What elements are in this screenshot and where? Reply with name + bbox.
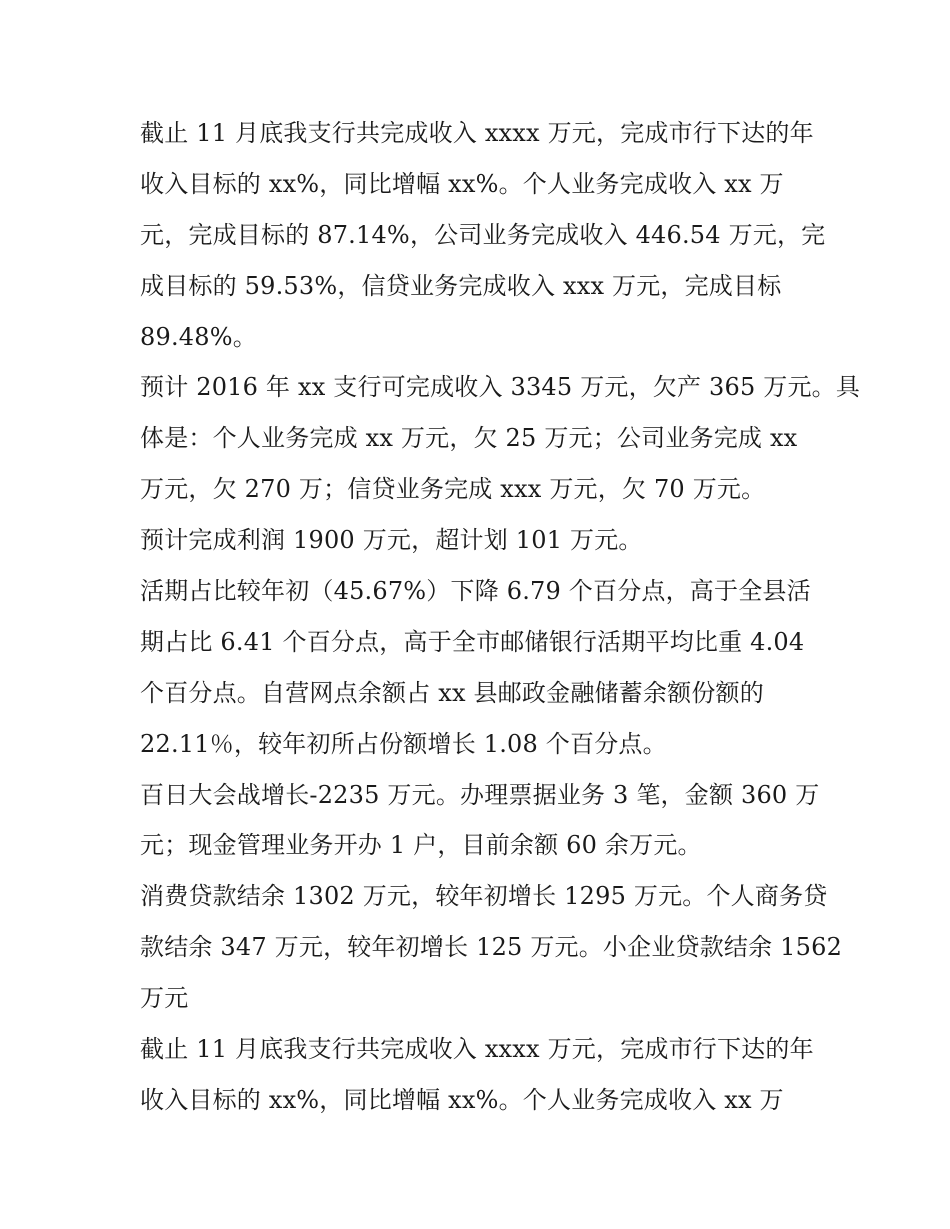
text-line: 预计完成利润 1900 万元，超计划 101 万元。 (140, 526, 643, 555)
text-line: 款结余 347 万元，较年初增长 125 万元。小企业贷款结余 1562 (140, 933, 843, 962)
document-body (140, 108, 861, 1126)
text-line: 期占比 6.41 个百分点，高于全市邮储银行活期平均比重 4.04 (140, 627, 805, 656)
text-line: 成目标的 59.53%，信贷业务完成收入 xxx 万元，完成目标 (140, 271, 782, 300)
text-line: 元；现金管理业务开办 1 户，目前余额 60 余万元。 (140, 831, 702, 860)
text-line: 体是：个人业务完成 xx 万元，欠 25 万元；公司业务完成 xx (140, 424, 798, 453)
text-line: 89.48%。 (140, 322, 257, 351)
text-line: 收入目标的 xx%，同比增幅 xx%。个人业务完成收入 xx 万 (140, 169, 784, 198)
text-line: 百日大会战增长-2235 万元。办理票据业务 3 笔，金额 360 万 (140, 780, 820, 809)
text-line: 个百分点。自营网点余额占 xx 县邮政金融储蓄余额份额的 (140, 678, 764, 707)
text-line: 截止 11 月底我支行共完成收入 xxxx 万元，完成市行下达的年 (140, 1035, 814, 1064)
text-line: 万元 (140, 984, 189, 1013)
text-line: 活期占比较年初（45.67%）下降 6.79 个百分点，高于全县活 (140, 577, 811, 606)
text-line: 预计 2016 年 xx 支行可完成收入 3345 万元，欠产 365 万元。具 (140, 373, 861, 402)
text-line: 收入目标的 xx%，同比增幅 xx%。个人业务完成收入 xx 万 (140, 1085, 784, 1114)
text-line: 元，完成目标的 87.14%，公司业务完成收入 446.54 万元，完 (140, 220, 826, 249)
text-line: 万元，欠 270 万；信贷业务完成 xxx 万元，欠 70 万元。 (140, 475, 766, 504)
text-line: 22.11％，较年初所占份额增长 1.08 个百分点。 (140, 729, 667, 758)
text-line: 截止 11 月底我支行共完成收入 xxxx 万元，完成市行下达的年 (140, 119, 814, 147)
text-line: 消费贷款结余 1302 万元，较年初增长 1295 万元。个人商务贷 (140, 882, 828, 911)
